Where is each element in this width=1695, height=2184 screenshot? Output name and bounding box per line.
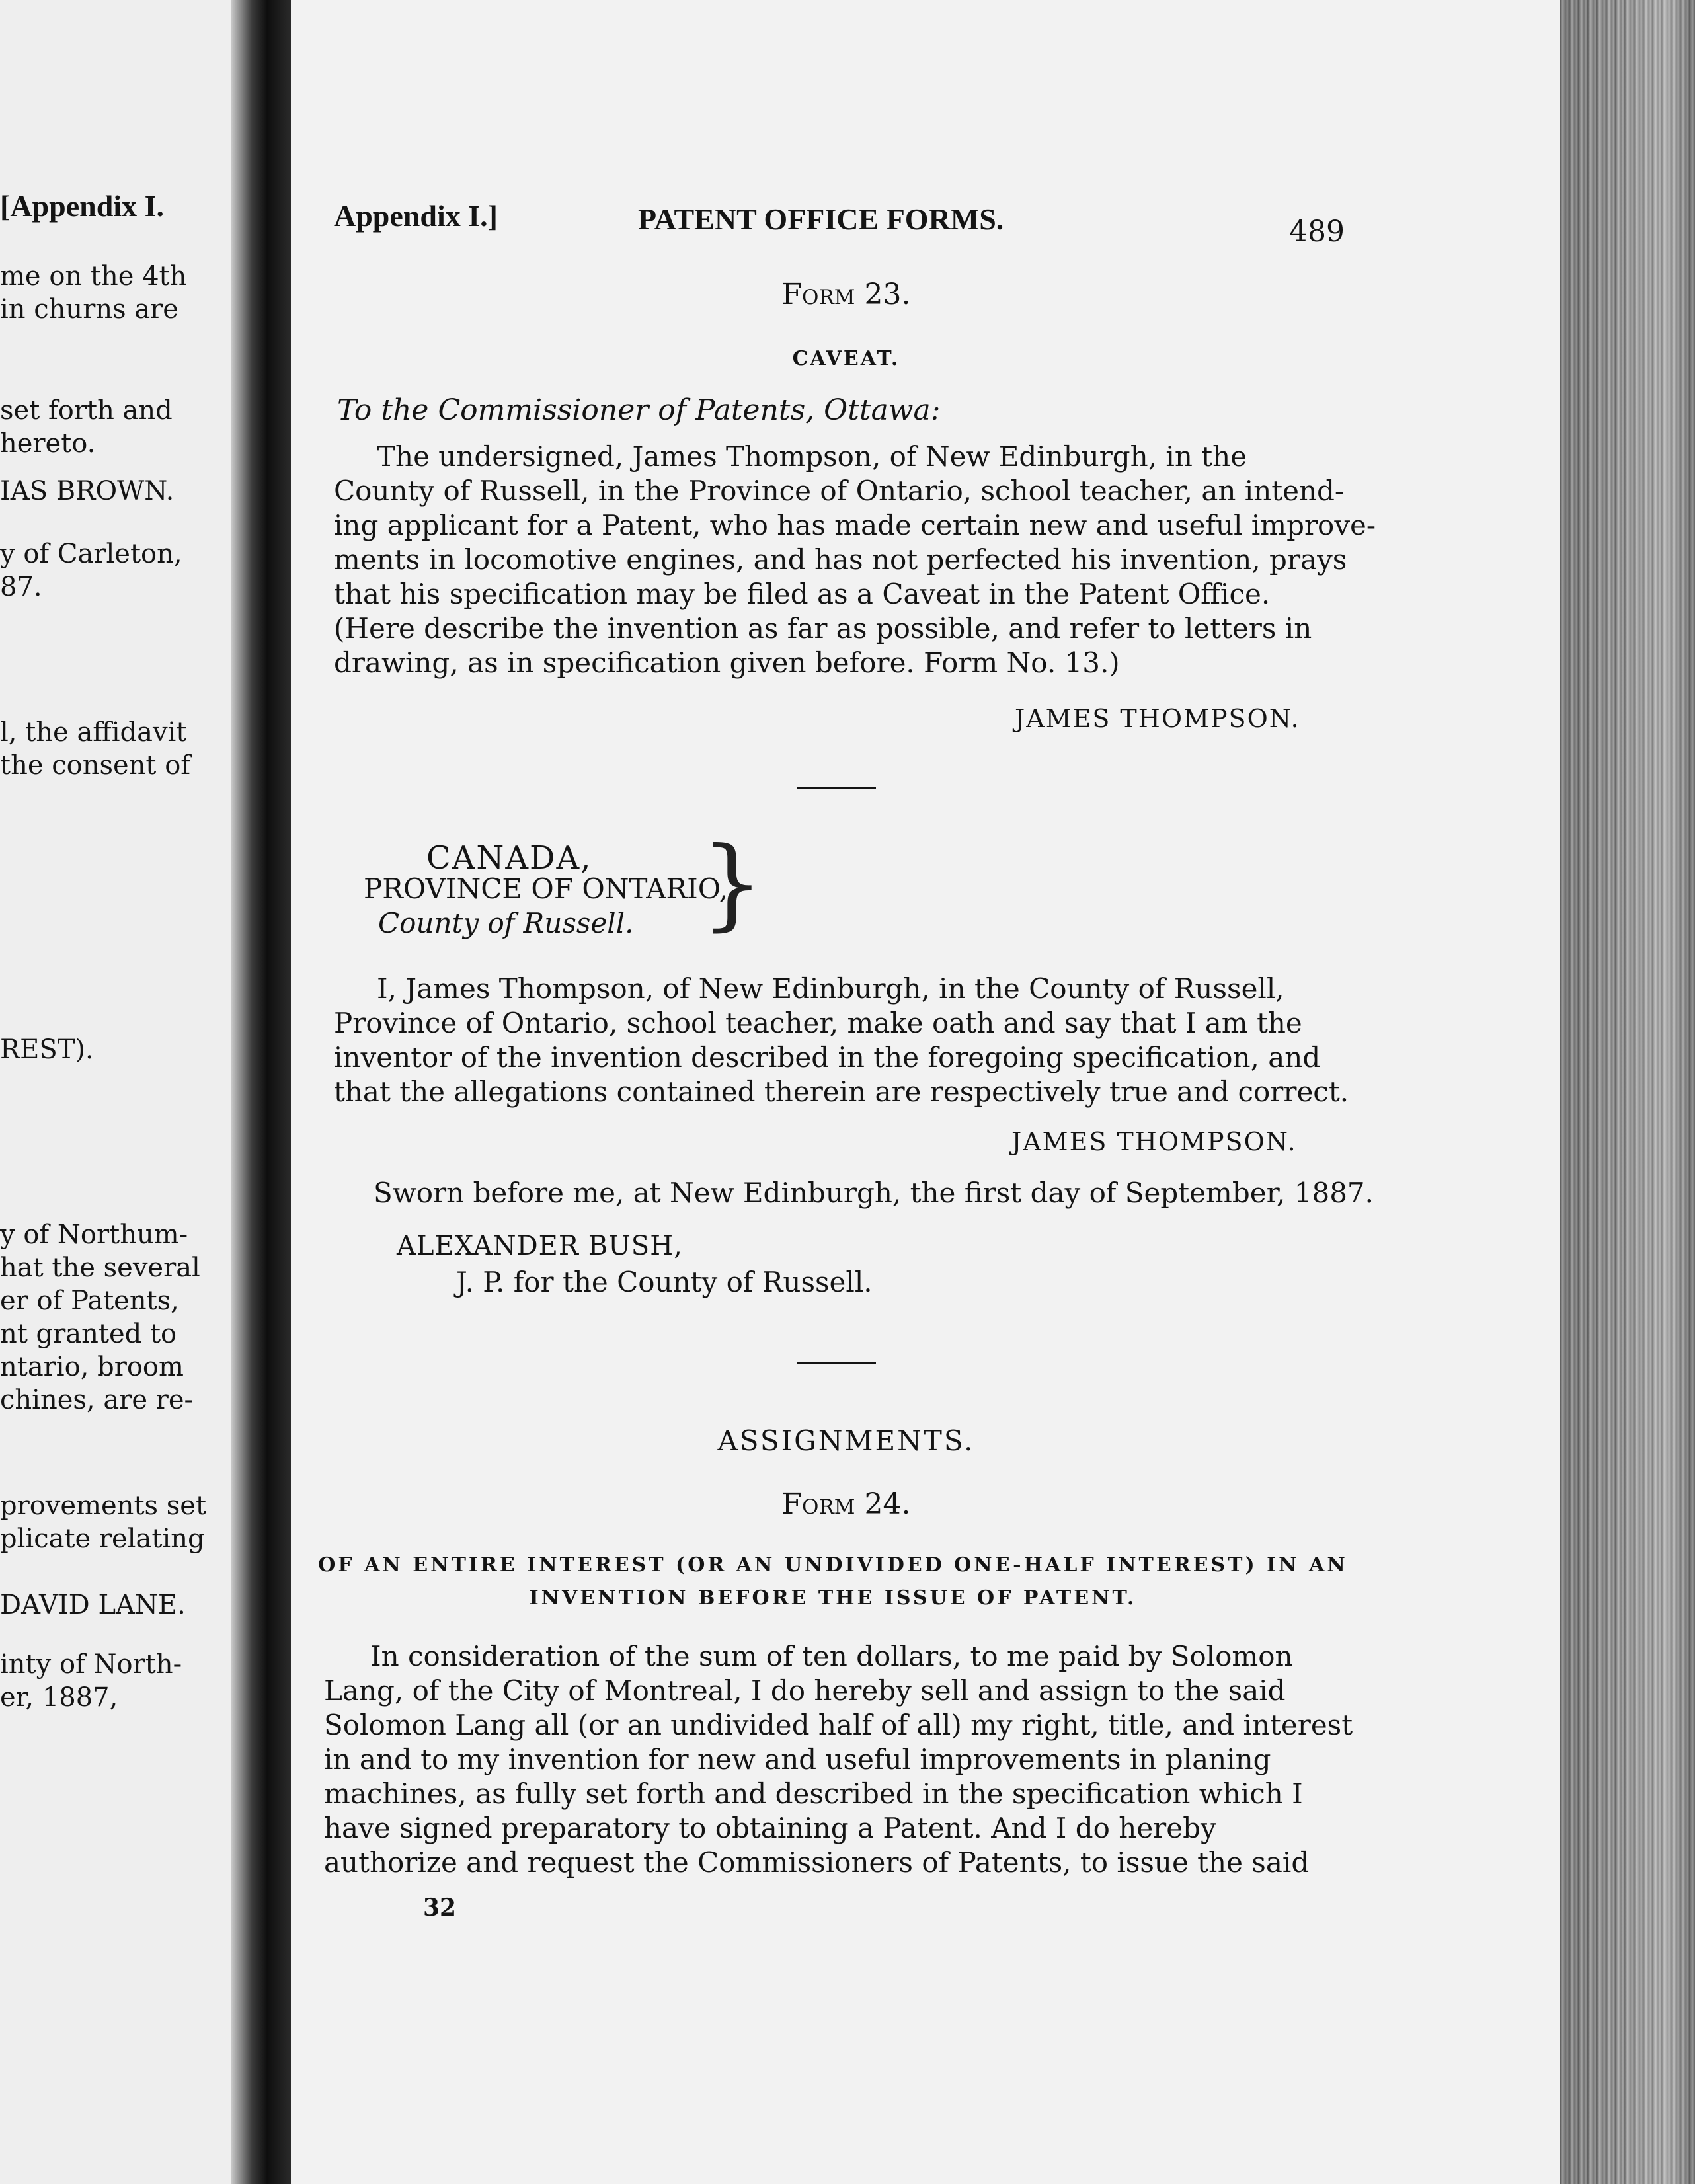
signature-mark: 32 [423, 1894, 457, 1922]
assignment-line: machines, as fully set forth and described in the specification which I [324, 1777, 1303, 1810]
sworn-statement: Sworn before me, at New Edinburgh, the first day of September, 1887. [374, 1177, 1374, 1209]
jp-name: ALEXANDER BUSH, [397, 1231, 683, 1261]
affidavit-line: Province of Ontario, school teacher, make oath and say that I am the [334, 1007, 1302, 1039]
left-page-line: hat the several [0, 1253, 200, 1283]
caveat-line: The undersigned, James Thompson, of New Edinburgh, in the [377, 440, 1247, 473]
assignment-line: authorize and request the Commissioners of Patents, to issue the said [324, 1846, 1310, 1879]
venue-brace: } [701, 826, 764, 941]
venue-country: CANADA, [426, 839, 592, 877]
left-page-line: provements set [0, 1491, 207, 1521]
left-page-header: [Appendix I. [0, 189, 164, 223]
left-page-line: er, 1887, [0, 1682, 118, 1713]
left-page-line: plicate relating [0, 1524, 205, 1554]
left-page-line: chines, are re- [0, 1385, 194, 1415]
venue-county: County of Russell. [378, 907, 634, 939]
left-page-line: in churns are [0, 294, 178, 325]
assignment-line: Lang, of the City of Montreal, I do hereby sell and assign to the said [324, 1674, 1286, 1707]
caveat-line: that his specification may be filed as a Caveat in the Patent Office. [334, 578, 1271, 610]
affidavit-line: that the allegations contained therein are respectively true and correct. [334, 1075, 1349, 1108]
affidavit-line: I, James Thompson, of New Edinburgh, in the County of Russell, [377, 972, 1284, 1005]
left-page-line: the consent of [0, 750, 191, 781]
addressee: To the Commissioner of Patents, Ottawa: [337, 393, 941, 427]
form-24-title: Form 24. [781, 1487, 911, 1521]
caveat-line: ing applicant for a Patent, who has made certain new and useful improve- [334, 509, 1376, 541]
left-page-line: 87. [0, 572, 42, 602]
left-page-line: hereto. [0, 428, 96, 459]
assignment-line: In consideration of the sum of ten dollars, to me paid by Solomon [370, 1640, 1293, 1672]
left-page-line: inty of North- [0, 1649, 182, 1680]
caveat-paragraph [334, 440, 1376, 680]
left-page-line: IAS BROWN. [0, 476, 175, 506]
caveat-subtitle: CAVEAT. [792, 347, 900, 370]
left-page-line: DAVID LANE. [0, 1590, 186, 1620]
assignments-subheading-line-1: OF AN ENTIRE INTEREST (OR AN UNDIVIDED ONE-HALF INTEREST) IN AN [318, 1553, 1348, 1577]
left-page-line: y of Carleton, [0, 539, 182, 569]
venue-province: PROVINCE OF ONTARIO, [364, 873, 729, 905]
assignment-paragraph [324, 1639, 1353, 1880]
jp-title: J. P. for the County of Russell. [456, 1266, 873, 1298]
running-header-title: PATENT OFFICE FORMS. [638, 202, 1004, 236]
page-number: 489 [1289, 215, 1345, 249]
caveat-line: (Here describe the invention as far as possible, and refer to letters in [334, 612, 1312, 644]
assignments-subheading-line-2: INVENTION BEFORE THE ISSUE OF PATENT. [529, 1586, 1137, 1610]
left-page-line: er of Patents, [0, 1286, 179, 1316]
form-23-title: Form 23. [781, 278, 911, 311]
left-page-line: y of Northum- [0, 1220, 188, 1250]
caveat-signature: JAMES THOMPSON. [1015, 704, 1300, 733]
affidavit-paragraph [334, 972, 1349, 1109]
caveat-line: County of Russell, in the Province of Ontario, school teacher, an intend- [334, 475, 1345, 507]
section-rule [797, 1362, 876, 1364]
caveat-line: ments in locomotive engines, and has not perfected his invention, prays [334, 543, 1347, 576]
affidavit-signature: JAMES THOMPSON. [1011, 1127, 1297, 1156]
assignment-line: in and to my invention for new and useful improvements in planing [324, 1743, 1271, 1775]
running-header-left: Appendix I.] [334, 199, 498, 233]
left-page-line: REST). [0, 1034, 94, 1065]
assignments-heading: ASSIGNMENTS. [717, 1424, 975, 1457]
section-rule [797, 787, 876, 789]
page-edges-shade [1560, 0, 1695, 2184]
left-page-line: l, the affidavit [0, 717, 187, 748]
caveat-line: drawing, as in specification given before. Form No. 13.) [334, 646, 1120, 679]
left-page-line: nt granted to [0, 1319, 177, 1349]
assignment-line: Solomon Lang all (or an undivided half of all) my right, title, and interest [324, 1709, 1353, 1741]
assignment-line: have signed preparatory to obtaining a Patent. And I do hereby [324, 1812, 1216, 1844]
left-page-line: set forth and [0, 395, 173, 426]
affidavit-line: inventor of the invention described in the foregoing specification, and [334, 1041, 1321, 1073]
left-page [0, 0, 231, 2184]
left-page-line: ntario, broom [0, 1352, 184, 1382]
book-gutter [231, 0, 291, 2184]
left-page-line: me on the 4th [0, 261, 187, 292]
